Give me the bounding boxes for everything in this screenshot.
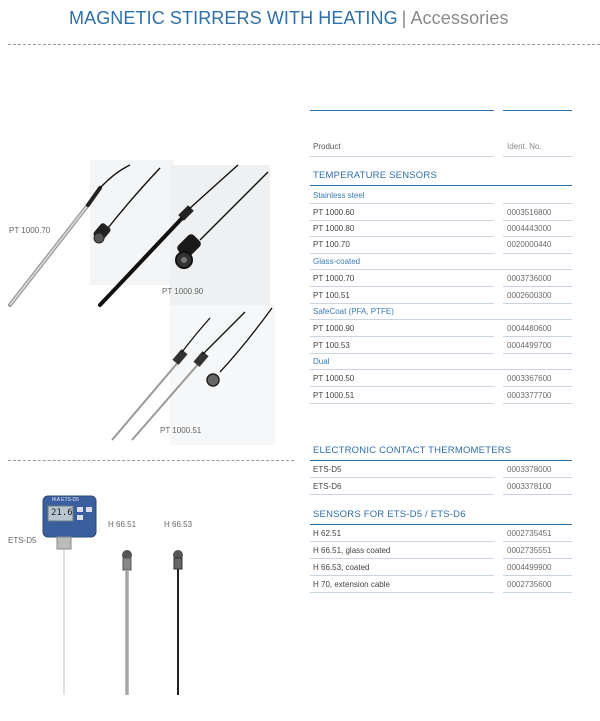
product-name: PT 100.51 (313, 291, 350, 300)
label-ets-d5: ETS-D5 (8, 536, 37, 545)
product-name: PT 1000.50 (313, 374, 355, 383)
sensor-h66-53 (173, 550, 183, 695)
product-name: PT 1000.70 (313, 274, 355, 283)
label-h66-51: H 66.51 (108, 520, 137, 529)
product-name: PT 1000.51 (313, 391, 355, 400)
col-header-ident: Ident. No. (507, 142, 542, 151)
product-name: PT 1000.80 (313, 224, 355, 233)
title-subtitle: Accessories (410, 8, 509, 28)
ident-number: 0002735451 (507, 529, 552, 538)
product-name: H 66.53, coated (313, 563, 370, 572)
group-dual: Dual (313, 357, 330, 366)
section-title-temperature-sensors: TEMPERATURE SENSORS (313, 170, 437, 181)
product-name: PT 1000.60 (313, 208, 355, 217)
ident-number: 0002735551 (507, 546, 552, 555)
section-title-ets-sensors: SENSORS FOR ETS-D5 / ETS-D6 (313, 509, 466, 520)
ident-number: 0004499900 (507, 563, 552, 572)
ets-d5-device (43, 496, 96, 695)
product-name: H 70, extension cable (313, 580, 390, 589)
product-name: H 66.51, glass coated (313, 546, 391, 555)
ident-number: 0004480600 (507, 324, 552, 333)
ident-number: 0002600300 (507, 291, 552, 300)
group-glass-coated: Glass-coated (313, 257, 361, 266)
label-h66-53: H 66.53 (164, 520, 193, 529)
ident-number: 0003367600 (507, 374, 552, 383)
product-name: PT 100.53 (313, 341, 350, 350)
ident-number: 0003378100 (507, 482, 552, 491)
device-brand-label: IKA ETS-D5 (52, 497, 79, 503)
product-name: ETS-D5 (313, 465, 342, 474)
title-separator: | (401, 8, 407, 28)
ident-number: 0020000440 (507, 240, 552, 249)
label-pt1000-90: PT 1000.90 (162, 287, 204, 296)
photo-panel (90, 160, 174, 285)
product-name: ETS-D6 (313, 482, 342, 491)
ident-number: 0003516800 (507, 208, 552, 217)
ident-number: 0003378000 (507, 465, 552, 474)
section-title-contact-thermometers: ELECTRONIC CONTACT THERMOMETERS (313, 445, 512, 456)
ident-number: 0003377700 (507, 391, 552, 400)
col-header-product: Product (313, 142, 341, 151)
product-name: PT 100.70 (313, 240, 350, 249)
product-name: H 62.51 (313, 529, 342, 538)
title-main: MAGNETIC STIRRERS WITH HEATING (69, 8, 398, 28)
sensor-h66-51 (122, 550, 132, 695)
product-name: PT 1000.90 (313, 324, 355, 333)
device-display-value: 21.6 (51, 508, 73, 518)
ident-number: 0004499700 (507, 341, 552, 350)
group-stainless-steel: Stainless steel (313, 191, 365, 200)
group-safecoat: SafeCoat (PFA, PTFE) (313, 307, 394, 316)
label-pt1000-70: PT 1000.70 (9, 226, 51, 235)
ident-number: 0004443000 (507, 224, 552, 233)
label-pt1000-51: PT 1000.51 (160, 426, 202, 435)
ident-number: 0003736000 (507, 274, 552, 283)
ident-number: 0002735600 (507, 580, 552, 589)
